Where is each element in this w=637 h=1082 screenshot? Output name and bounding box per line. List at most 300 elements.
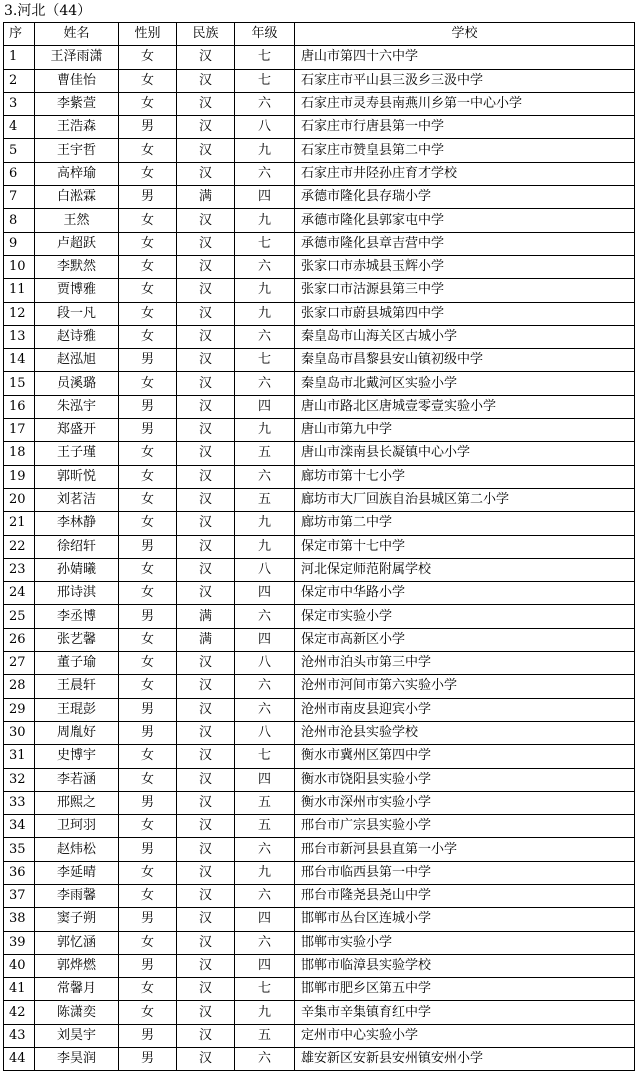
cell-name: 周胤好 (35, 721, 119, 744)
header-school: 学校 (295, 23, 635, 46)
cell-school: 石家庄市赞皇县第二中学 (295, 139, 635, 162)
cell-ethnicity: 汉 (177, 116, 235, 139)
cell-ethnicity: 汉 (177, 349, 235, 372)
cell-school: 秦皇岛市北戴河区实验小学 (295, 372, 635, 395)
cell-name: 常馨月 (35, 978, 119, 1001)
table-row (4, 558, 635, 581)
table-row (4, 186, 635, 209)
cell-gender: 男 (119, 698, 177, 721)
cell-grade: 六 (235, 162, 295, 185)
cell-grade: 四 (235, 768, 295, 791)
cell-ethnicity: 汉 (177, 558, 235, 581)
cell-index: 28 (4, 675, 35, 698)
cell-grade: 四 (235, 582, 295, 605)
cell-gender: 女 (119, 768, 177, 791)
header-ethnicity: 民族 (177, 23, 235, 46)
cell-school: 辛集市辛集镇育红中学 (295, 1001, 635, 1024)
cell-name: 刘茗洁 (35, 488, 119, 511)
cell-gender: 女 (119, 372, 177, 395)
cell-gender: 男 (119, 954, 177, 977)
cell-ethnicity: 汉 (177, 46, 235, 69)
cell-grade: 五 (235, 791, 295, 814)
cell-school: 保定市高新区小学 (295, 628, 635, 651)
cell-school: 承德市隆化县存瑞小学 (295, 186, 635, 209)
cell-grade: 七 (235, 232, 295, 255)
cell-name: 李丞博 (35, 605, 119, 628)
cell-grade: 七 (235, 69, 295, 92)
cell-gender: 女 (119, 139, 177, 162)
cell-name: 李若涵 (35, 768, 119, 791)
cell-gender: 女 (119, 302, 177, 325)
cell-name: 李雨馨 (35, 884, 119, 907)
cell-name: 郭忆涵 (35, 931, 119, 954)
cell-index: 42 (4, 1001, 35, 1024)
cell-school: 保定市中华路小学 (295, 582, 635, 605)
table-row (4, 232, 635, 255)
student-table (3, 22, 635, 1071)
cell-gender: 男 (119, 186, 177, 209)
cell-index: 38 (4, 908, 35, 931)
cell-gender: 女 (119, 978, 177, 1001)
cell-name: 王浩森 (35, 116, 119, 139)
cell-name: 员溪璐 (35, 372, 119, 395)
header-index: 序 (4, 23, 35, 46)
section-title: 3.河北（44） (4, 3, 92, 19)
cell-grade: 六 (235, 1048, 295, 1071)
table-row (4, 1024, 635, 1047)
cell-grade: 六 (235, 675, 295, 698)
cell-name: 曹佳怡 (35, 69, 119, 92)
cell-gender: 女 (119, 69, 177, 92)
cell-index: 21 (4, 512, 35, 535)
table-row (4, 209, 635, 232)
cell-gender: 女 (119, 745, 177, 768)
table-header-row (4, 23, 635, 46)
cell-name: 刘昊宇 (35, 1024, 119, 1047)
cell-grade: 四 (235, 628, 295, 651)
table-row (4, 465, 635, 488)
cell-grade: 六 (235, 325, 295, 348)
cell-school: 邢台市新河县县直第一小学 (295, 838, 635, 861)
cell-school: 邢台市隆尧县尧山中学 (295, 884, 635, 907)
cell-name: 郭烨燃 (35, 954, 119, 977)
table-row (4, 698, 635, 721)
table-row (4, 675, 635, 698)
cell-ethnicity: 汉 (177, 465, 235, 488)
table-row (4, 815, 635, 838)
cell-gender: 男 (119, 838, 177, 861)
table-row (4, 46, 635, 69)
cell-school: 邯郸市丛台区连城小学 (295, 908, 635, 931)
cell-grade: 九 (235, 535, 295, 558)
cell-school: 廊坊市第十七小学 (295, 465, 635, 488)
table-row (4, 931, 635, 954)
table-row (4, 582, 635, 605)
cell-name: 王子瑾 (35, 442, 119, 465)
cell-gender: 女 (119, 255, 177, 278)
cell-grade: 八 (235, 721, 295, 744)
cell-school: 张家口市蔚县城第四中学 (295, 302, 635, 325)
header-grade: 年级 (235, 23, 295, 46)
cell-school: 石家庄市灵寿县南燕川乡第一中心小学 (295, 92, 635, 115)
cell-grade: 五 (235, 488, 295, 511)
table-row (4, 838, 635, 861)
cell-index: 15 (4, 372, 35, 395)
table-row (4, 721, 635, 744)
cell-index: 17 (4, 419, 35, 442)
table-row (4, 768, 635, 791)
table-row (4, 954, 635, 977)
cell-gender: 女 (119, 652, 177, 675)
cell-ethnicity: 汉 (177, 884, 235, 907)
cell-name: 赵诗雅 (35, 325, 119, 348)
cell-grade: 八 (235, 558, 295, 581)
cell-ethnicity: 汉 (177, 954, 235, 977)
cell-ethnicity: 汉 (177, 908, 235, 931)
cell-ethnicity: 汉 (177, 488, 235, 511)
cell-name: 高梓瑜 (35, 162, 119, 185)
cell-school: 保定市实验小学 (295, 605, 635, 628)
cell-name: 贾博雅 (35, 279, 119, 302)
cell-ethnicity: 汉 (177, 675, 235, 698)
cell-ethnicity: 汉 (177, 279, 235, 302)
cell-grade: 九 (235, 139, 295, 162)
cell-name: 赵泓旭 (35, 349, 119, 372)
cell-name: 李昊润 (35, 1048, 119, 1071)
cell-ethnicity: 汉 (177, 92, 235, 115)
table-row (4, 395, 635, 418)
cell-school: 邯郸市临漳县实验学校 (295, 954, 635, 977)
cell-grade: 七 (235, 46, 295, 69)
cell-ethnicity: 汉 (177, 139, 235, 162)
cell-gender: 男 (119, 395, 177, 418)
cell-index: 8 (4, 209, 35, 232)
cell-grade: 九 (235, 512, 295, 535)
table-row (4, 302, 635, 325)
table-row (4, 69, 635, 92)
cell-grade: 八 (235, 116, 295, 139)
cell-index: 2 (4, 69, 35, 92)
cell-gender: 女 (119, 325, 177, 348)
table-row (4, 279, 635, 302)
cell-school: 衡水市深州市实验小学 (295, 791, 635, 814)
cell-grade: 四 (235, 186, 295, 209)
cell-index: 32 (4, 768, 35, 791)
cell-index: 13 (4, 325, 35, 348)
cell-index: 35 (4, 838, 35, 861)
table-row (4, 535, 635, 558)
cell-index: 14 (4, 349, 35, 372)
cell-ethnicity: 汉 (177, 162, 235, 185)
cell-grade: 九 (235, 419, 295, 442)
cell-index: 33 (4, 791, 35, 814)
table-row (4, 628, 635, 651)
cell-name: 段一凡 (35, 302, 119, 325)
cell-school: 保定市第十七中学 (295, 535, 635, 558)
cell-ethnicity: 汉 (177, 815, 235, 838)
header-gender: 性别 (119, 23, 177, 46)
cell-name: 卢超跃 (35, 232, 119, 255)
cell-name: 邢熙之 (35, 791, 119, 814)
cell-grade: 五 (235, 442, 295, 465)
cell-ethnicity: 汉 (177, 302, 235, 325)
cell-ethnicity: 汉 (177, 698, 235, 721)
cell-name: 李紫萱 (35, 92, 119, 115)
cell-school: 秦皇岛市山海关区古城小学 (295, 325, 635, 348)
cell-name: 朱泓宇 (35, 395, 119, 418)
cell-grade: 六 (235, 255, 295, 278)
cell-ethnicity: 汉 (177, 209, 235, 232)
table-row (4, 791, 635, 814)
header-name: 姓名 (35, 23, 119, 46)
cell-name: 白淞霖 (35, 186, 119, 209)
cell-gender: 女 (119, 512, 177, 535)
cell-index: 12 (4, 302, 35, 325)
cell-ethnicity: 汉 (177, 652, 235, 675)
table-row (4, 349, 635, 372)
table-row (4, 978, 635, 1001)
cell-index: 37 (4, 884, 35, 907)
table-row (4, 442, 635, 465)
cell-ethnicity: 满 (177, 628, 235, 651)
cell-ethnicity: 汉 (177, 931, 235, 954)
cell-school: 雄安新区安新县安州镇安州小学 (295, 1048, 635, 1071)
cell-ethnicity: 汉 (177, 69, 235, 92)
cell-gender: 男 (119, 791, 177, 814)
table-row (4, 605, 635, 628)
table-row (4, 488, 635, 511)
cell-gender: 女 (119, 558, 177, 581)
table-row (4, 652, 635, 675)
cell-grade: 五 (235, 815, 295, 838)
cell-index: 18 (4, 442, 35, 465)
cell-school: 唐山市路北区唐城壹零壹实验小学 (295, 395, 635, 418)
cell-index: 6 (4, 162, 35, 185)
cell-gender: 女 (119, 442, 177, 465)
cell-ethnicity: 汉 (177, 838, 235, 861)
cell-index: 10 (4, 255, 35, 278)
table-row (4, 908, 635, 931)
table-body (4, 46, 635, 1071)
cell-school: 邯郸市实验小学 (295, 931, 635, 954)
cell-school: 廊坊市大厂回族自治县城区第二小学 (295, 488, 635, 511)
cell-gender: 男 (119, 908, 177, 931)
cell-gender: 男 (119, 419, 177, 442)
cell-grade: 六 (235, 884, 295, 907)
cell-ethnicity: 汉 (177, 978, 235, 1001)
cell-name: 王然 (35, 209, 119, 232)
cell-ethnicity: 汉 (177, 791, 235, 814)
cell-grade: 八 (235, 652, 295, 675)
table-row (4, 92, 635, 115)
cell-grade: 六 (235, 931, 295, 954)
cell-ethnicity: 汉 (177, 395, 235, 418)
cell-school: 沧州市沧县实验学校 (295, 721, 635, 744)
cell-index: 3 (4, 92, 35, 115)
cell-gender: 女 (119, 92, 177, 115)
table-row (4, 139, 635, 162)
cell-grade: 六 (235, 698, 295, 721)
cell-index: 27 (4, 652, 35, 675)
cell-gender: 男 (119, 535, 177, 558)
cell-index: 9 (4, 232, 35, 255)
cell-gender: 女 (119, 884, 177, 907)
cell-index: 44 (4, 1048, 35, 1071)
cell-index: 26 (4, 628, 35, 651)
cell-name: 徐绍轩 (35, 535, 119, 558)
cell-index: 4 (4, 116, 35, 139)
cell-school: 邢台市临西县第一中学 (295, 861, 635, 884)
cell-gender: 女 (119, 488, 177, 511)
table-row (4, 325, 635, 348)
cell-ethnicity: 汉 (177, 325, 235, 348)
cell-school: 石家庄市平山县三汲乡三汲中学 (295, 69, 635, 92)
cell-grade: 四 (235, 954, 295, 977)
table-row (4, 1048, 635, 1071)
cell-gender: 女 (119, 582, 177, 605)
cell-school: 唐山市第四十六中学 (295, 46, 635, 69)
cell-name: 王宇哲 (35, 139, 119, 162)
cell-gender: 男 (119, 116, 177, 139)
cell-grade: 九 (235, 209, 295, 232)
table-row (4, 255, 635, 278)
table-row (4, 512, 635, 535)
cell-ethnicity: 汉 (177, 442, 235, 465)
cell-gender: 男 (119, 1024, 177, 1047)
cell-grade: 七 (235, 745, 295, 768)
cell-school: 沧州市河间市第六实验小学 (295, 675, 635, 698)
cell-index: 24 (4, 582, 35, 605)
cell-school: 唐山市第九中学 (295, 419, 635, 442)
cell-ethnicity: 汉 (177, 745, 235, 768)
cell-gender: 男 (119, 349, 177, 372)
cell-school: 邯郸市肥乡区第五中学 (295, 978, 635, 1001)
cell-index: 31 (4, 745, 35, 768)
cell-index: 22 (4, 535, 35, 558)
cell-school: 定州市中心实验小学 (295, 1024, 635, 1047)
cell-name: 董子瑜 (35, 652, 119, 675)
cell-grade: 九 (235, 1001, 295, 1024)
cell-name: 卫珂羽 (35, 815, 119, 838)
cell-name: 李延晴 (35, 861, 119, 884)
cell-gender: 男 (119, 721, 177, 744)
cell-school: 石家庄市行唐县第一中学 (295, 116, 635, 139)
cell-index: 25 (4, 605, 35, 628)
cell-gender: 女 (119, 931, 177, 954)
cell-school: 河北保定师范附属学校 (295, 558, 635, 581)
cell-grade: 四 (235, 395, 295, 418)
cell-ethnicity: 汉 (177, 1024, 235, 1047)
cell-school: 唐山市滦南县长凝镇中心小学 (295, 442, 635, 465)
cell-gender: 女 (119, 1001, 177, 1024)
cell-name: 郑盛开 (35, 419, 119, 442)
cell-gender: 女 (119, 465, 177, 488)
cell-grade: 九 (235, 279, 295, 302)
cell-ethnicity: 汉 (177, 1001, 235, 1024)
cell-index: 19 (4, 465, 35, 488)
cell-index: 43 (4, 1024, 35, 1047)
cell-name: 王泽雨潇 (35, 46, 119, 69)
cell-index: 36 (4, 861, 35, 884)
cell-index: 39 (4, 931, 35, 954)
cell-name: 赵炜松 (35, 838, 119, 861)
cell-school: 沧州市南皮县迎宾小学 (295, 698, 635, 721)
table-row (4, 372, 635, 395)
cell-grade: 六 (235, 372, 295, 395)
cell-ethnicity: 满 (177, 186, 235, 209)
cell-school: 石家庄市井陉孙庄育才学校 (295, 162, 635, 185)
cell-school: 廊坊市第二中学 (295, 512, 635, 535)
cell-name: 张艺馨 (35, 628, 119, 651)
cell-gender: 女 (119, 628, 177, 651)
cell-grade: 九 (235, 302, 295, 325)
cell-gender: 女 (119, 46, 177, 69)
cell-name: 李默然 (35, 255, 119, 278)
cell-gender: 女 (119, 162, 177, 185)
cell-ethnicity: 汉 (177, 372, 235, 395)
cell-name: 邢诗淇 (35, 582, 119, 605)
cell-gender: 女 (119, 232, 177, 255)
cell-index: 11 (4, 279, 35, 302)
cell-index: 20 (4, 488, 35, 511)
cell-ethnicity: 汉 (177, 512, 235, 535)
cell-name: 王琨彭 (35, 698, 119, 721)
cell-school: 张家口市沽源县第三中学 (295, 279, 635, 302)
cell-index: 7 (4, 186, 35, 209)
cell-ethnicity: 满 (177, 605, 235, 628)
cell-grade: 六 (235, 92, 295, 115)
cell-index: 30 (4, 721, 35, 744)
cell-gender: 女 (119, 279, 177, 302)
cell-school: 衡水市饶阳县实验小学 (295, 768, 635, 791)
cell-ethnicity: 汉 (177, 861, 235, 884)
cell-index: 5 (4, 139, 35, 162)
table-row (4, 419, 635, 442)
cell-school: 张家口市赤城县玉辉小学 (295, 255, 635, 278)
cell-gender: 女 (119, 861, 177, 884)
cell-ethnicity: 汉 (177, 582, 235, 605)
cell-gender: 男 (119, 1048, 177, 1071)
cell-grade: 四 (235, 908, 295, 931)
cell-index: 40 (4, 954, 35, 977)
cell-school: 秦皇岛市昌黎县安山镇初级中学 (295, 349, 635, 372)
table-row (4, 162, 635, 185)
cell-ethnicity: 汉 (177, 419, 235, 442)
cell-school: 承德市隆化县章吉营中学 (295, 232, 635, 255)
cell-school: 承德市隆化县郭家屯中学 (295, 209, 635, 232)
cell-ethnicity: 汉 (177, 1048, 235, 1071)
cell-gender: 女 (119, 209, 177, 232)
table-row (4, 116, 635, 139)
cell-ethnicity: 汉 (177, 232, 235, 255)
cell-name: 窦子朔 (35, 908, 119, 931)
cell-grade: 六 (235, 838, 295, 861)
cell-school: 衡水市冀州区第四中学 (295, 745, 635, 768)
cell-gender: 女 (119, 675, 177, 698)
cell-name: 李林静 (35, 512, 119, 535)
cell-ethnicity: 汉 (177, 535, 235, 558)
cell-ethnicity: 汉 (177, 768, 235, 791)
cell-gender: 女 (119, 815, 177, 838)
table-row (4, 1001, 635, 1024)
cell-name: 陈潇奕 (35, 1001, 119, 1024)
cell-ethnicity: 汉 (177, 255, 235, 278)
cell-school: 沧州市泊头市第三中学 (295, 652, 635, 675)
cell-grade: 七 (235, 349, 295, 372)
cell-index: 41 (4, 978, 35, 1001)
cell-grade: 九 (235, 861, 295, 884)
cell-grade: 七 (235, 978, 295, 1001)
